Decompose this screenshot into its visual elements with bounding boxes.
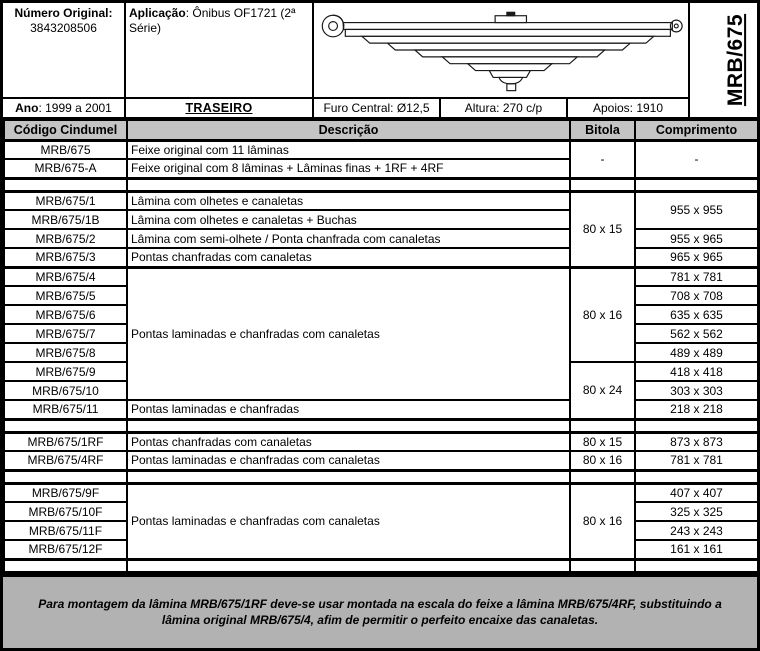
spacer-row	[4, 178, 758, 191]
center-hole-spec: Furo Central: Ø12,5	[314, 99, 441, 119]
comprimento-cell: 218 x 218	[635, 400, 758, 419]
assembly-note-text: Para montagem da lâmina MRB/675/1RF deve-se usar montada na escala do feixe a lâmina MRB/675/4RF, substituindo a lâmina original MRB/675/4, afim de permitir o perfeito encaixe das canaletas.	[38, 597, 722, 628]
codigo-cell: MRB/675/2	[4, 229, 127, 248]
application-label: Aplicação	[129, 6, 186, 20]
codigo-cell: MRB/675/10	[4, 381, 127, 400]
bitola-cell: 80 x 16	[570, 451, 635, 470]
col-header-descricao: Descrição	[127, 120, 570, 140]
comprimento-cell: 955 x 965	[635, 229, 758, 248]
year-box	[3, 99, 126, 119]
bitola-cell: 80 x 15	[570, 191, 635, 267]
descricao-cell: Pontas laminadas e chanfradas com canaletas	[127, 451, 570, 470]
original-number-box	[3, 3, 126, 99]
codigo-cell: MRB/675/9F	[4, 483, 127, 502]
height-spec: Altura: 270 c/p	[441, 99, 568, 119]
codigo-cell: MRB/675/8	[4, 343, 127, 362]
codigo-cell: MRB/675/3	[4, 248, 127, 267]
spacer-row	[4, 419, 758, 432]
leaf-spring-side-view-icon	[314, 3, 688, 97]
parts-table	[3, 119, 759, 574]
comprimento-cell: 325 x 325	[635, 502, 758, 521]
supports-spec: Apoios: 1910	[568, 99, 688, 119]
table-row	[4, 451, 758, 470]
comprimento-cell: 562 x 562	[635, 324, 758, 343]
bitola-cell: -	[570, 140, 635, 178]
descricao-cell: Feixe original com 11 lâminas	[127, 140, 570, 159]
codigo-cell: MRB/675/5	[4, 286, 127, 305]
descricao-cell: Pontas chanfradas com canaletas	[127, 248, 570, 267]
comprimento-cell: 873 x 873	[635, 432, 758, 451]
descricao-cell: Pontas laminadas e chanfradas com canaletas	[127, 267, 570, 400]
original-number-label: Número Original:	[14, 6, 113, 20]
bitola-cell: 80 x 16	[570, 267, 635, 362]
application-box	[126, 3, 314, 99]
descricao-cell: Pontas chanfradas com canaletas	[127, 432, 570, 451]
descricao-cell: Pontas laminadas e chanfradas com canaletas	[127, 483, 570, 559]
codigo-cell: MRB/675-A	[4, 159, 127, 178]
codigo-cell: MRB/675/11	[4, 400, 127, 419]
col-header-comprimento: Comprimento	[635, 120, 758, 140]
codigo-cell: MRB/675/7	[4, 324, 127, 343]
model-code-vertical-label: MRB/675	[724, 13, 748, 107]
axle-position-box	[126, 99, 314, 119]
bitola-cell: 80 x 15	[570, 432, 635, 451]
year-value: : 1999 a 2001	[38, 101, 112, 115]
table-row	[4, 400, 758, 419]
comprimento-cell: 955 x 955	[635, 191, 758, 229]
table-row	[4, 229, 758, 248]
comprimento-cell: 243 x 243	[635, 521, 758, 540]
table-row	[4, 191, 758, 210]
col-header-codigo: Código Cindumel	[4, 120, 127, 140]
specs-row	[314, 99, 690, 119]
codigo-cell: MRB/675/1	[4, 191, 127, 210]
codigo-cell: MRB/675/11F	[4, 521, 127, 540]
comprimento-cell: 407 x 407	[635, 483, 758, 502]
comprimento-cell: 489 x 489	[635, 343, 758, 362]
bitola-cell: 80 x 16	[570, 483, 635, 559]
table-row	[4, 248, 758, 267]
comprimento-cell: 635 x 635	[635, 305, 758, 324]
codigo-cell: MRB/675	[4, 140, 127, 159]
table-header-row	[4, 120, 758, 140]
spacer-row	[4, 559, 758, 572]
table-row	[4, 483, 758, 502]
descricao-cell: Lâmina com olhetes e canaletas + Buchas	[127, 210, 570, 229]
assembly-note	[3, 574, 757, 649]
descricao-cell: Feixe original com 8 lâminas + Lâminas finas + 1RF + 4RF	[127, 159, 570, 178]
col-header-bitola: Bitola	[570, 120, 635, 140]
codigo-cell: MRB/675/10F	[4, 502, 127, 521]
table-row	[4, 432, 758, 451]
comprimento-cell: -	[635, 140, 758, 178]
comprimento-cell: 965 x 965	[635, 248, 758, 267]
descricao-cell: Lâmina com semi-olhete / Ponta chanfrada com canaletas	[127, 229, 570, 248]
axle-position-label: TRASEIRO	[185, 101, 253, 115]
comprimento-cell: 708 x 708	[635, 286, 758, 305]
comprimento-cell: 161 x 161	[635, 540, 758, 559]
table-row	[4, 267, 758, 286]
codigo-cell: MRB/675/1B	[4, 210, 127, 229]
comprimento-cell: 303 x 303	[635, 381, 758, 400]
comprimento-cell: 781 x 781	[635, 451, 758, 470]
spacer-row	[4, 470, 758, 483]
table-row	[4, 140, 758, 159]
model-code-box	[690, 3, 760, 119]
codigo-cell: MRB/675/4RF	[4, 451, 127, 470]
descricao-cell: Pontas laminadas e chanfradas	[127, 400, 570, 419]
codigo-cell: MRB/675/9	[4, 362, 127, 381]
header-section	[3, 3, 757, 119]
descricao-cell: Lâmina com olhetes e canaletas	[127, 191, 570, 210]
bitola-cell: 80 x 24	[570, 362, 635, 419]
leaf-spring-diagram	[314, 3, 690, 99]
year-label: Ano	[15, 101, 39, 115]
original-number-value: 3843208506	[30, 21, 97, 35]
codigo-cell: MRB/675/6	[4, 305, 127, 324]
comprimento-cell: 418 x 418	[635, 362, 758, 381]
application-value: : Ônibus OF1721 (2ª Série)	[129, 6, 296, 35]
codigo-cell: MRB/675/4	[4, 267, 127, 286]
comprimento-cell: 781 x 781	[635, 267, 758, 286]
codigo-cell: MRB/675/1RF	[4, 432, 127, 451]
codigo-cell: MRB/675/12F	[4, 540, 127, 559]
